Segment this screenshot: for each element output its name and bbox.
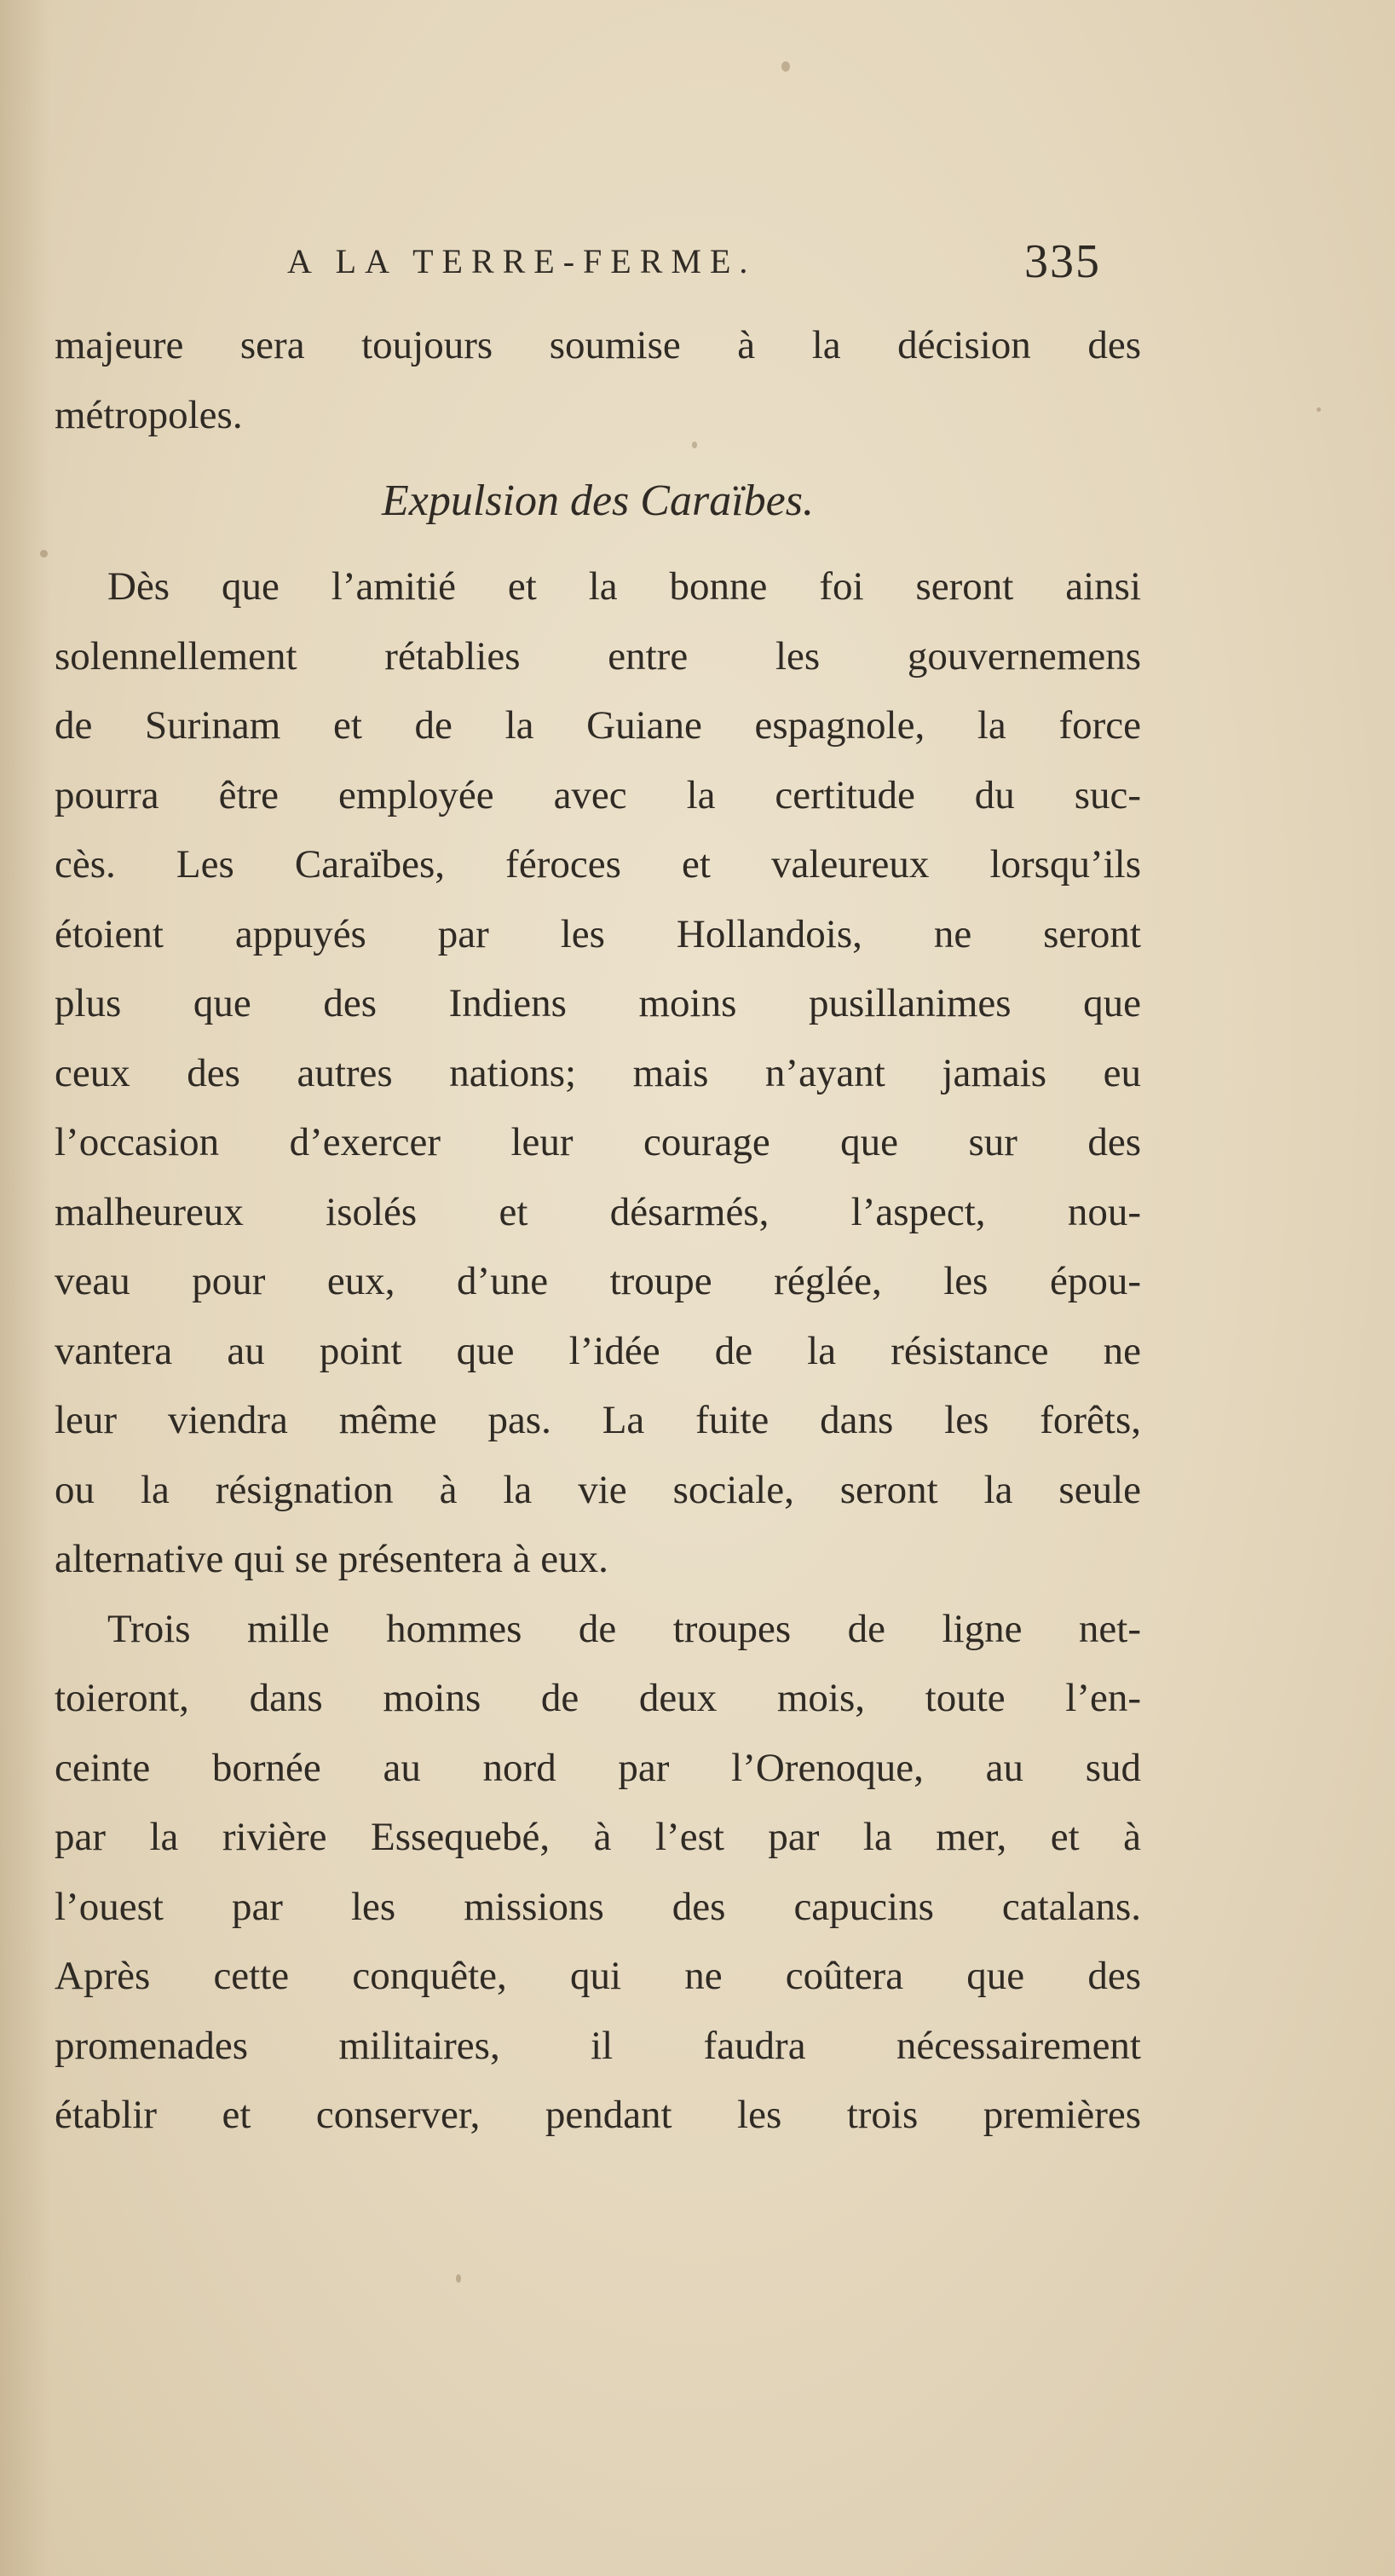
text-line: par la rivière Essequebé, à l’est par la mer, et à	[55, 1815, 1141, 1859]
text-line: Dès que l’amitié et la bonne foi seront ainsi	[107, 564, 1141, 609]
text-line: leur viendra même pas. La fuite dans les forêts,	[55, 1398, 1141, 1442]
text-line: ceinte bornée au nord par l’Orenoque, au sud	[55, 1745, 1141, 1790]
body-text	[55, 311, 1141, 2151]
text-line: Trois mille hommes de troupes de ligne net-	[107, 1606, 1141, 1651]
text-line: vantera au point que l’idée de la résistance ne	[55, 1328, 1141, 1373]
text-line: alternative qui se présentera à eux.	[55, 1537, 608, 1581]
foxing-spot	[781, 61, 790, 72]
text-line: Après cette conquête, qui ne coûtera que des	[55, 1954, 1141, 1998]
text-line: l’ouest par les missions des capucins catalans.	[55, 1884, 1141, 1929]
text-line: cès. Les Caraïbes, féroces et valeureux lorsqu’ils	[55, 842, 1141, 887]
section-heading: Expulsion des Caraïbes.	[382, 477, 814, 525]
text-line: toieront, dans moins de deux mois, toute l’en-	[55, 1676, 1141, 1720]
text-line: veau pour eux, d’une troupe réglée, les épou-	[55, 1259, 1141, 1303]
text-line: pourra être employée avec la certitude du suc-	[55, 772, 1141, 817]
text-line: métropoles.	[55, 392, 243, 437]
foxing-spot	[1317, 407, 1321, 412]
text-line: de Surinam et de la Guiane espagnole, la force	[55, 703, 1141, 748]
text-line: plus que des Indiens moins pusillanimes que	[55, 981, 1141, 1025]
foxing-spot	[40, 550, 48, 557]
text-line: promenades militaires, il faudra nécessairement	[55, 2023, 1141, 2068]
text-line: majeure sera toujours soumise à la décision des	[55, 323, 1141, 367]
text-line: établir et conserver, pendant les trois premières	[55, 2093, 1141, 2137]
page-edge-shadow	[0, 0, 51, 2576]
text-line: l’occasion d’exercer leur courage que sur des	[55, 1120, 1141, 1164]
foxing-spot	[456, 2274, 461, 2283]
page-number: 335	[1024, 235, 1101, 288]
text-line: ou la résignation à la vie sociale, seront la seule	[55, 1467, 1141, 1512]
text-line: malheureux isolés et désarmés, l’aspect, nou-	[55, 1189, 1141, 1234]
text-line: étoient appuyés par les Hollandois, ne seront	[55, 911, 1141, 956]
text-line: solennellement rétablies entre les gouvernemens	[55, 633, 1141, 679]
text-line: ceux des autres nations; mais n’ayant jamais eu	[55, 1050, 1141, 1095]
running-head: A LA TERRE-FERME.	[287, 242, 757, 280]
